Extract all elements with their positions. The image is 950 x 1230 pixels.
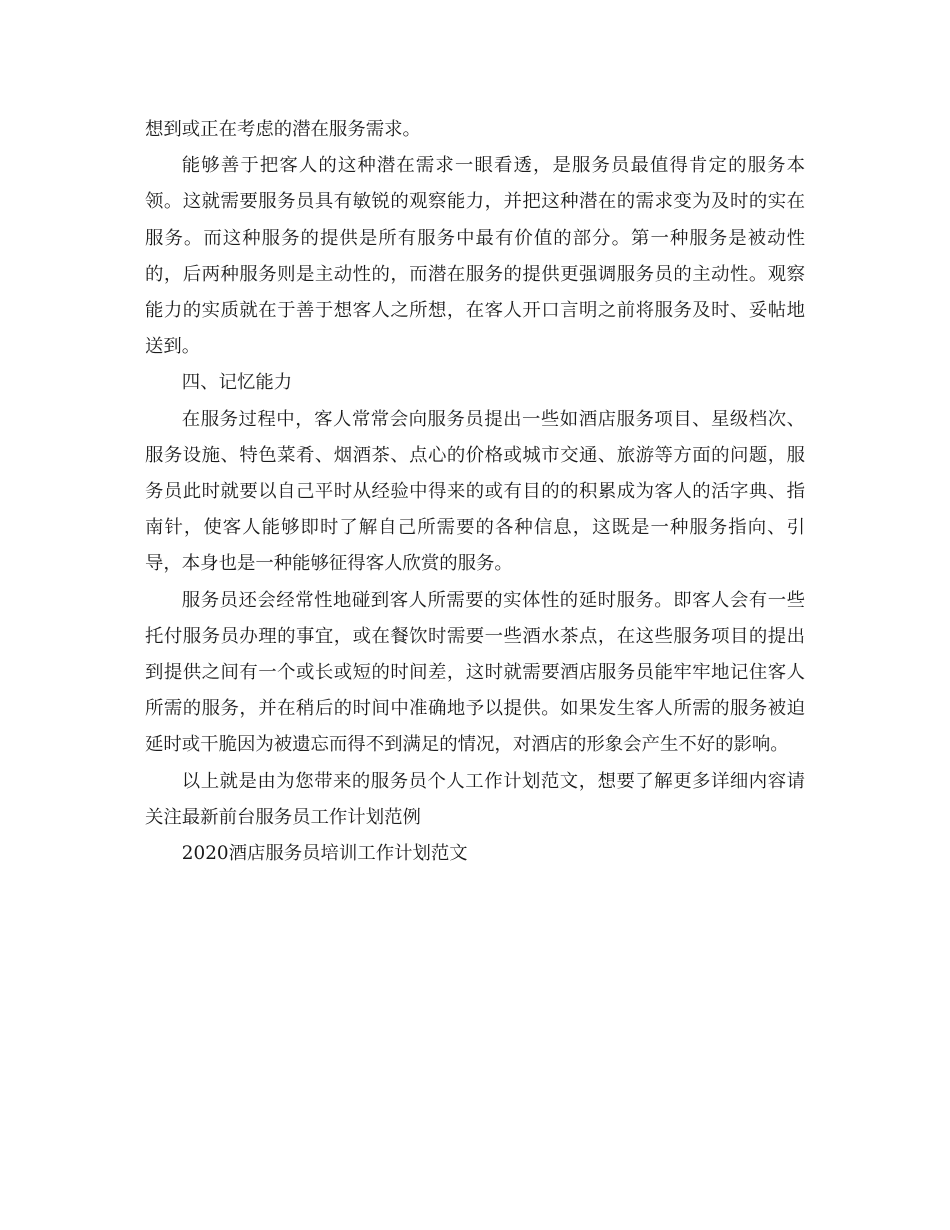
text-line: 延时或干脆因为被遗忘而得不到满足的情况，对酒店的形象会产生不好的影响。: [145, 734, 789, 756]
text-line: 想到或正在考虑的潜在服务需求。: [145, 119, 421, 140]
text-line: 务员此时就要以自己平时从经验中得来的或有目的的积累成为客人的活字典、指: [145, 481, 805, 503]
section-heading: 四、记忆能力: [181, 372, 293, 394]
related-article-title: [145, 836, 805, 872]
text-line: 到提供之间有一个或长或短的时间差，这时就需要酒店服务员能牢牢地记住客人: [145, 662, 805, 684]
text-line: 南针，使客人能够即时了解自己所需要的各种信息，这既是一种服务指向、引: [145, 517, 805, 539]
document-body: [145, 112, 805, 872]
section-heading-memory-ability: [145, 365, 805, 401]
text-line: 在服务过程中，客人常常会向服务员提出一些如酒店服务项目、星级档次、: [181, 408, 805, 430]
paragraph-delayed-service: [145, 583, 805, 764]
text-line: 服务员还会经常性地碰到客人所需要的实体性的延时服务。即客人会有一些: [181, 589, 805, 611]
text-line: 的，后两种服务则是主动性的，而潜在服务的提供更强调服务员的主动性。观察: [145, 263, 805, 285]
text-line: 关注最新前台服务员工作计划范例: [145, 806, 421, 828]
paragraph-continuation: [145, 112, 805, 148]
text-line: 能够善于把客人的这种潜在需求一眼看透，是服务员最值得肯定的服务本: [181, 155, 805, 177]
text-line: 送到。: [145, 336, 201, 358]
text-line: 领。这就需要服务员具有敏锐的观察能力，并把这种潜在的需求变为及时的实在: [145, 191, 805, 213]
text-line: 服务设施、特色菜肴、烟酒茶、点心的价格或城市交通、旅游等方面的问题，服: [145, 444, 805, 466]
text-line: 导，本身也是一种能够征得客人欣赏的服务。: [145, 553, 513, 575]
paragraph-closing: [145, 764, 805, 836]
text-line: 服务。而这种服务的提供是所有服务中最有价值的部分。第一种服务是被动性: [145, 227, 805, 249]
text-line: 以上就是由为您带来的服务员个人工作计划范文，想要了解更多详细内容请: [181, 770, 805, 792]
paragraph-observation-ability: [145, 148, 805, 365]
text-line: 托付服务员办理的事宜，或在餐饮时需要一些酒水茶点，在这些服务项目的提出: [145, 625, 805, 647]
paragraph-service-process: [145, 402, 805, 583]
text-line: 能力的实质就在于善于想客人之所想，在客人开口言明之前将服务及时、妥帖地: [145, 300, 805, 322]
text-line: 所需的服务，并在稍后的时间中准确地予以提供。如果发生客人所需的服务被迫: [145, 698, 805, 720]
text-line: 2020酒店服务员培训工作计划范文: [181, 843, 468, 865]
